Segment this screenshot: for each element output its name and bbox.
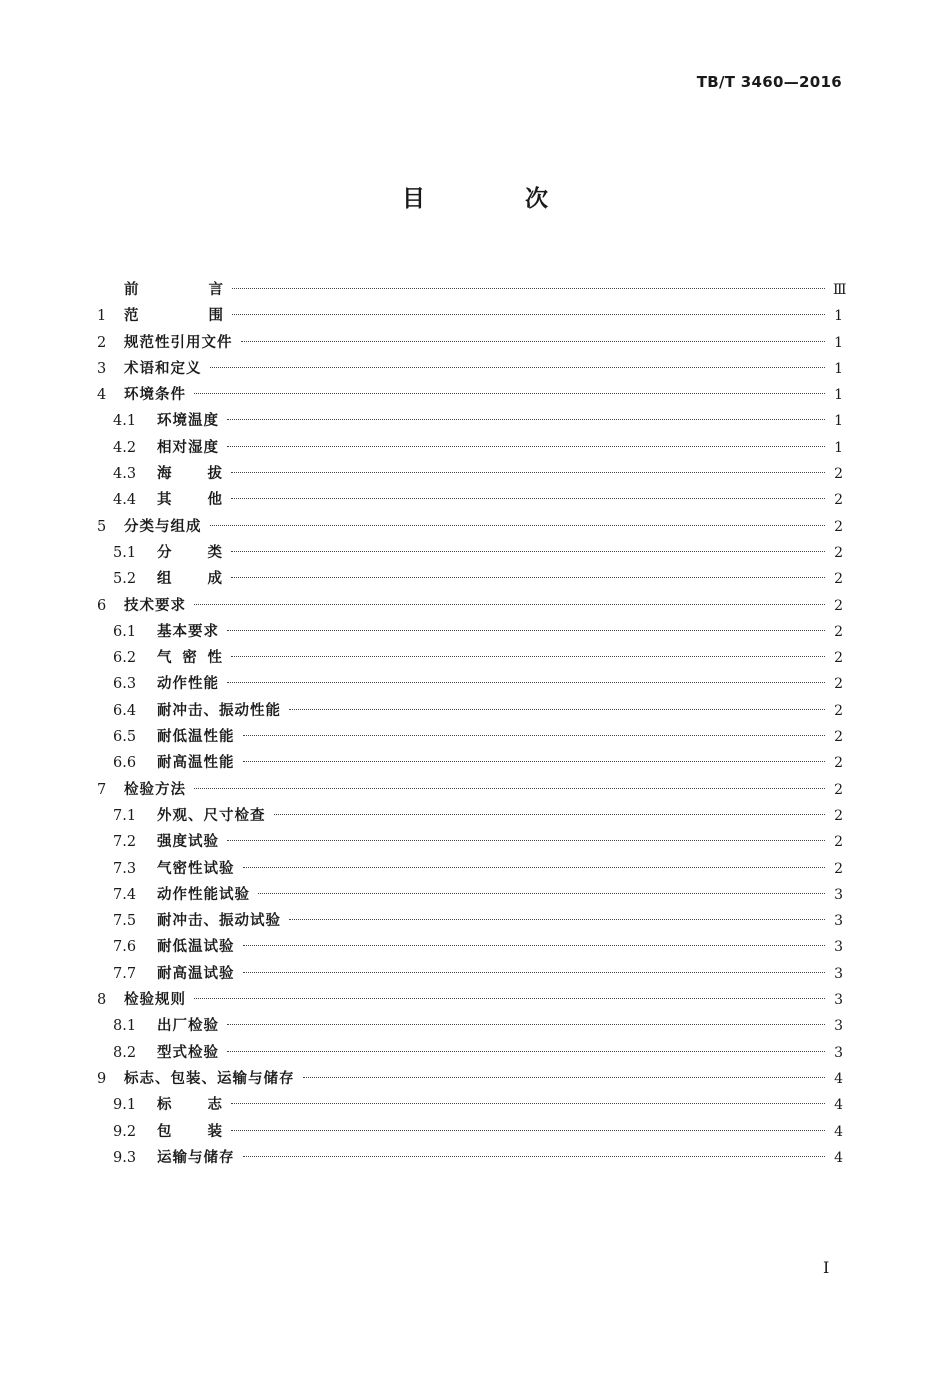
page-number: I bbox=[823, 1258, 830, 1277]
toc-entry-number: 4 bbox=[97, 387, 107, 404]
toc-entry-page: 3 bbox=[834, 913, 843, 930]
toc-entry-page: 2 bbox=[834, 597, 843, 614]
toc-entry-page: 3 bbox=[834, 1044, 843, 1061]
toc-entry-page: 2 bbox=[834, 755, 843, 772]
toc-entry-number: 9.2 bbox=[113, 1123, 137, 1140]
toc-entry-label: 运输与储存 bbox=[157, 1148, 235, 1166]
toc-entry[interactable] bbox=[97, 356, 843, 382]
toc-entry[interactable] bbox=[97, 698, 843, 724]
toc-leader-dots bbox=[231, 472, 825, 473]
toc-entry-page: 2 bbox=[834, 571, 843, 588]
toc-entry-page: 3 bbox=[834, 939, 843, 956]
toc-entry-label: 环境条件 bbox=[124, 386, 186, 404]
toc-leader-dots bbox=[274, 814, 826, 815]
toc-entry[interactable] bbox=[97, 593, 843, 619]
toc-entry-number: 6.1 bbox=[113, 623, 137, 640]
toc-entry-label: 动作性能 bbox=[157, 675, 219, 693]
toc-entry-label: 基本要求 bbox=[157, 622, 219, 640]
toc-entry-label: 耐高温性能 bbox=[157, 754, 235, 772]
toc-leader-dots bbox=[258, 893, 825, 894]
toc-entry[interactable] bbox=[97, 724, 843, 750]
toc-entry[interactable] bbox=[97, 777, 843, 803]
table-of-contents bbox=[97, 277, 847, 1171]
toc-entry-label: 相对湿度 bbox=[157, 438, 219, 456]
toc-entry-label: 出厂检验 bbox=[157, 1017, 219, 1035]
toc-entry[interactable] bbox=[97, 1119, 843, 1145]
toc-leader-dots bbox=[232, 288, 825, 289]
toc-entry[interactable] bbox=[97, 961, 843, 987]
toc-entry[interactable] bbox=[97, 1145, 843, 1171]
toc-entry-number: 4.4 bbox=[113, 492, 137, 509]
toc-entry-label: 包 装 bbox=[157, 1122, 223, 1140]
toc-leader-dots bbox=[231, 498, 825, 499]
toc-leader-dots bbox=[231, 656, 825, 657]
toc-entry-label: 其 他 bbox=[157, 491, 223, 509]
toc-entry-number: 6.5 bbox=[113, 729, 137, 746]
toc-leader-dots bbox=[231, 551, 825, 552]
toc-entry-label: 海 拔 bbox=[157, 465, 223, 483]
toc-entry-number: 4.2 bbox=[113, 439, 137, 456]
toc-entry-page: 1 bbox=[834, 387, 843, 404]
toc-entry-number: 4.1 bbox=[113, 413, 137, 430]
toc-entry[interactable] bbox=[97, 908, 843, 934]
toc-leader-dots bbox=[194, 788, 825, 789]
toc-entry[interactable] bbox=[97, 829, 843, 855]
toc-entry-number: 3 bbox=[97, 360, 107, 377]
toc-entry-number: 5 bbox=[97, 518, 107, 535]
toc-leader-dots bbox=[289, 919, 825, 920]
toc-leader-dots bbox=[194, 604, 825, 605]
toc-entry-number: 6.3 bbox=[113, 676, 137, 693]
toc-entry-label: 标志、包装、运输与储存 bbox=[124, 1069, 295, 1087]
toc-entry-page: 1 bbox=[834, 360, 843, 377]
toc-entry-number: 5.2 bbox=[113, 571, 137, 588]
toc-entry-page: Ⅲ bbox=[833, 282, 847, 298]
toc-entry-label: 术语和定义 bbox=[124, 359, 202, 377]
toc-entry-label: 技术要求 bbox=[124, 596, 186, 614]
toc-leader-dots bbox=[227, 840, 825, 841]
toc-entry-page: 4 bbox=[834, 1097, 843, 1114]
toc-leader-dots bbox=[243, 867, 826, 868]
toc-entry-page: 4 bbox=[834, 1149, 843, 1166]
toc-entry-page: 3 bbox=[834, 965, 843, 982]
toc-entry-label: 动作性能试验 bbox=[157, 885, 250, 903]
toc-entry-page: 2 bbox=[834, 518, 843, 535]
toc-entry-number: 7.7 bbox=[113, 965, 137, 982]
toc-entry[interactable] bbox=[97, 566, 843, 592]
toc-entry[interactable] bbox=[97, 1066, 843, 1092]
toc-entry-label: 环境温度 bbox=[157, 412, 219, 430]
toc-entry-label: 耐冲击、振动试验 bbox=[157, 912, 281, 930]
toc-entry-label: 检验方法 bbox=[124, 780, 186, 798]
toc-entry[interactable] bbox=[97, 803, 843, 829]
toc-entry[interactable] bbox=[97, 750, 843, 776]
toc-leader-dots bbox=[194, 998, 825, 999]
toc-entry-page: 2 bbox=[834, 466, 843, 483]
toc-entry-number: 6 bbox=[97, 597, 107, 614]
toc-entry-number: 4.3 bbox=[113, 466, 137, 483]
toc-leader-dots bbox=[227, 419, 825, 420]
toc-entry-page: 1 bbox=[834, 413, 843, 430]
toc-leader-dots bbox=[227, 682, 825, 683]
toc-entry-page: 3 bbox=[834, 992, 843, 1009]
toc-leader-dots bbox=[243, 945, 826, 946]
toc-entry[interactable] bbox=[97, 330, 843, 356]
toc-entry-label: 耐低温性能 bbox=[157, 728, 235, 746]
toc-entry-page: 2 bbox=[834, 807, 843, 824]
toc-entry-page: 2 bbox=[834, 650, 843, 667]
toc-entry-number: 6.2 bbox=[113, 650, 137, 667]
toc-entry[interactable] bbox=[97, 487, 843, 513]
toc-leader-dots bbox=[232, 314, 825, 315]
toc-entry-page: 1 bbox=[834, 334, 843, 351]
toc-entry-page: 2 bbox=[834, 729, 843, 746]
toc-entry-label: 强度试验 bbox=[157, 833, 219, 851]
toc-entry-page: 2 bbox=[834, 492, 843, 509]
toc-entry-label: 组 成 bbox=[157, 570, 223, 588]
toc-entry-page: 1 bbox=[834, 439, 843, 456]
toc-leader-dots bbox=[231, 577, 825, 578]
toc-entry-label: 耐冲击、振动性能 bbox=[157, 701, 281, 719]
toc-entry[interactable] bbox=[97, 1013, 843, 1039]
toc-entry-label: 分 类 bbox=[157, 543, 223, 561]
toc-entry[interactable] bbox=[97, 856, 843, 882]
toc-entry[interactable] bbox=[97, 277, 847, 303]
toc-leader-dots bbox=[231, 1130, 825, 1131]
toc-entry-number: 7.3 bbox=[113, 860, 137, 877]
toc-entry-number: 7 bbox=[97, 781, 107, 798]
toc-entry-label: 外观、尺寸检查 bbox=[157, 806, 266, 824]
toc-leader-dots bbox=[194, 393, 825, 394]
toc-entry-number: 7.6 bbox=[113, 939, 137, 956]
toc-entry-page: 4 bbox=[834, 1123, 843, 1140]
toc-entry-number: 7.4 bbox=[113, 886, 137, 903]
toc-entry[interactable] bbox=[97, 987, 843, 1013]
toc-entry[interactable] bbox=[97, 540, 843, 566]
toc-entry-label: 检验规则 bbox=[124, 991, 186, 1009]
toc-entry-number: 9 bbox=[97, 1070, 107, 1087]
toc-leader-dots bbox=[243, 735, 826, 736]
toc-leader-dots bbox=[227, 1024, 825, 1025]
toc-entry-page: 4 bbox=[834, 1070, 843, 1087]
toc-leader-dots bbox=[210, 525, 826, 526]
toc-leader-dots bbox=[243, 761, 826, 762]
toc-entry-number: 1 bbox=[97, 308, 107, 325]
toc-entry-page: 3 bbox=[834, 1018, 843, 1035]
toc-entry-label: 规范性引用文件 bbox=[124, 333, 233, 351]
toc-entry-number: 2 bbox=[97, 334, 107, 351]
toc-entry[interactable] bbox=[97, 461, 843, 487]
toc-entry-number: 5.1 bbox=[113, 544, 137, 561]
toc-entry-page: 2 bbox=[834, 702, 843, 719]
toc-entry-label: 耐低温试验 bbox=[157, 938, 235, 956]
toc-entry-page: 3 bbox=[834, 886, 843, 903]
toc-leader-dots bbox=[227, 446, 825, 447]
toc-entry[interactable] bbox=[97, 303, 843, 329]
toc-entry-number: 6.6 bbox=[113, 755, 137, 772]
toc-entry-number: 8 bbox=[97, 992, 107, 1009]
toc-entry-label: 耐高温试验 bbox=[157, 964, 235, 982]
toc-entry[interactable] bbox=[97, 514, 843, 540]
toc-entry[interactable] bbox=[97, 882, 843, 908]
toc-leader-dots bbox=[243, 1156, 826, 1157]
standard-code: TB/T 3460—2016 bbox=[696, 73, 842, 91]
toc-entry-page: 2 bbox=[834, 544, 843, 561]
toc-entry-page: 2 bbox=[834, 781, 843, 798]
toc-entry-number: 7.5 bbox=[113, 913, 137, 930]
toc-leader-dots bbox=[241, 341, 826, 342]
toc-entry-number: 7.2 bbox=[113, 834, 137, 851]
toc-entry[interactable] bbox=[97, 645, 843, 671]
toc-entry-page: 2 bbox=[834, 623, 843, 640]
toc-entry-label: 前 言 bbox=[124, 281, 224, 298]
toc-entry[interactable] bbox=[97, 435, 843, 461]
toc-entry-number: 7.1 bbox=[113, 807, 137, 824]
toc-entry-number: 9.3 bbox=[113, 1149, 137, 1166]
toc-entry-page: 1 bbox=[834, 308, 843, 325]
toc-entry-label: 分类与组成 bbox=[124, 517, 202, 535]
toc-entry-number: 8.2 bbox=[113, 1044, 137, 1061]
toc-entry-page: 2 bbox=[834, 860, 843, 877]
toc-entry-label: 标 志 bbox=[157, 1096, 223, 1114]
toc-entry[interactable] bbox=[97, 382, 843, 408]
toc-leader-dots bbox=[227, 630, 825, 631]
page-title: 目 次 bbox=[401, 186, 594, 212]
toc-entry[interactable] bbox=[97, 408, 843, 434]
toc-entry-label: 气 密 性 bbox=[157, 649, 223, 667]
toc-entry[interactable] bbox=[97, 1092, 843, 1118]
toc-entry-number: 6.4 bbox=[113, 702, 137, 719]
toc-entry[interactable] bbox=[97, 934, 843, 960]
toc-leader-dots bbox=[231, 1103, 825, 1104]
toc-entry-label: 型式检验 bbox=[157, 1043, 219, 1061]
toc-leader-dots bbox=[303, 1077, 826, 1078]
toc-entry[interactable] bbox=[97, 1040, 843, 1066]
toc-leader-dots bbox=[227, 1051, 825, 1052]
toc-entry-number: 9.1 bbox=[113, 1097, 137, 1114]
toc-entry[interactable] bbox=[97, 619, 843, 645]
toc-leader-dots bbox=[289, 709, 825, 710]
toc-entry-label: 气密性试验 bbox=[157, 859, 235, 877]
toc-entry-label: 范 围 bbox=[124, 307, 224, 325]
toc-leader-dots bbox=[243, 972, 826, 973]
toc-entry-page: 2 bbox=[834, 834, 843, 851]
toc-leader-dots bbox=[210, 367, 826, 368]
toc-entry[interactable] bbox=[97, 671, 843, 697]
toc-entry-number: 8.1 bbox=[113, 1018, 137, 1035]
toc-entry-page: 2 bbox=[834, 676, 843, 693]
